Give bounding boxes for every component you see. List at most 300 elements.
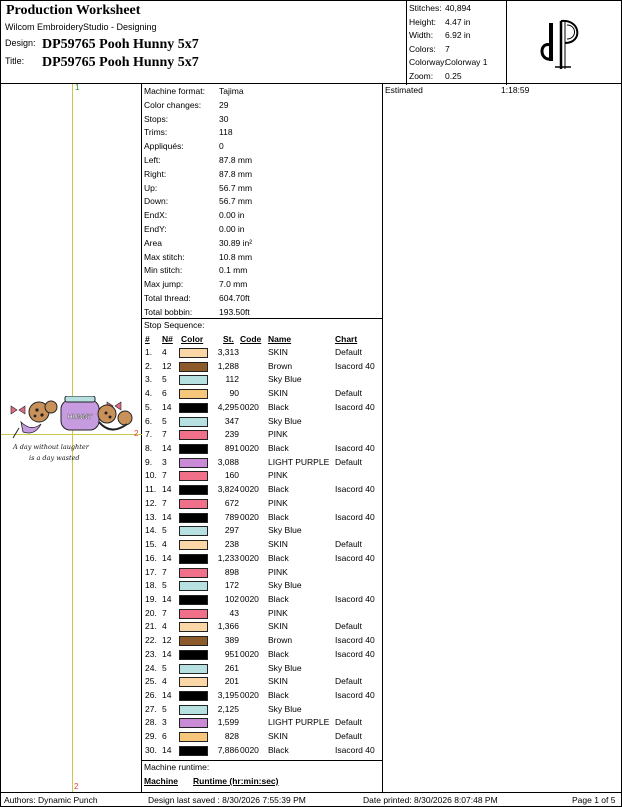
row-number: 11. xyxy=(145,484,157,495)
row-stitches: 3,313 xyxy=(217,347,239,357)
table-row xyxy=(142,512,382,526)
table-row xyxy=(142,347,382,361)
machine-info-value: 0 xyxy=(219,141,224,152)
row-color-name: Black xyxy=(268,690,289,700)
table-row xyxy=(142,594,382,608)
machine-info-value: 7.0 mm xyxy=(219,279,248,290)
stop-sequence-title: Stop Sequence: xyxy=(144,320,205,330)
color-swatch xyxy=(179,540,208,550)
machine-info-row xyxy=(144,169,382,183)
worksheet-header xyxy=(0,0,622,84)
row-needle: 12 xyxy=(162,635,172,646)
stat-width: Width: 6.92 in xyxy=(409,30,471,40)
row-number: 8. xyxy=(145,443,153,454)
color-swatch xyxy=(179,513,208,523)
row-color-name: PINK xyxy=(268,470,288,481)
title-label: Title: xyxy=(5,56,25,66)
row-needle: 5 xyxy=(162,415,167,426)
row-needle: 14 xyxy=(162,484,172,495)
row-needle: 14 xyxy=(162,511,172,522)
estimated-label: Estimated xyxy=(385,85,423,95)
row-color-name: Sky Blue xyxy=(268,415,302,426)
row-stitches: 347 xyxy=(224,415,239,426)
color-swatch xyxy=(179,485,208,495)
row-stitches: 789 xyxy=(224,511,239,522)
dp-logo xyxy=(507,1,622,85)
row-stitches: 160 xyxy=(224,470,239,481)
table-row xyxy=(142,429,382,443)
row-color-name: Black xyxy=(268,593,289,604)
page-title: Production Worksheet xyxy=(6,3,141,18)
row-needle: 5 xyxy=(162,580,167,591)
row-color-name: Black xyxy=(268,443,289,454)
row-chart: Isacord 40 xyxy=(335,593,375,604)
row-chart: Default xyxy=(335,347,362,357)
row-color-name: Black xyxy=(268,552,289,563)
machine-info-value: 604.70ft xyxy=(219,293,250,303)
software-subtitle: Wilcom EmbroideryStudio - Designing xyxy=(5,22,157,32)
color-swatch xyxy=(179,746,208,756)
machine-info-value: 87.8 mm xyxy=(219,168,253,179)
col-header-stitches: St. xyxy=(223,334,234,344)
col-header-code: Code xyxy=(240,334,262,344)
sign-line-1: A day without laughter xyxy=(13,443,89,451)
machine-info-key: Up: xyxy=(144,182,158,193)
row-code: 0020 xyxy=(240,401,259,412)
row-needle: 14 xyxy=(162,401,172,412)
color-swatch xyxy=(179,417,208,427)
machine-info-value: 0.1 mm xyxy=(219,265,248,276)
table-row xyxy=(142,470,382,484)
machine-info-value: 0.00 in xyxy=(219,210,245,221)
machine-info-row xyxy=(144,224,382,238)
table-row xyxy=(142,443,382,457)
table-row xyxy=(142,731,382,745)
row-needle: 5 xyxy=(162,703,167,714)
machine-info-value: 10.8 mm xyxy=(219,251,253,262)
stat-height: Height: 4.47 in xyxy=(409,16,471,27)
design-title: DP59765 Pooh Hunny 5x7 xyxy=(42,55,199,70)
row-number: 28. xyxy=(145,717,157,728)
machine-info-row xyxy=(144,252,382,266)
runtime-col-machine: Machine xyxy=(144,776,179,786)
row-chart: Isacord 40 xyxy=(335,744,375,755)
row-code: 0020 xyxy=(240,552,259,563)
color-swatch xyxy=(179,375,208,385)
row-number: 14. xyxy=(145,525,157,536)
machine-info-value: 193.50ft xyxy=(219,306,250,317)
table-row xyxy=(142,580,382,594)
machine-info-key: EndX: xyxy=(144,210,168,221)
row-color-name: SKIN xyxy=(268,347,288,357)
row-needle: 5 xyxy=(162,525,167,536)
row-stitches: 2,125 xyxy=(217,703,239,714)
divider xyxy=(142,318,383,319)
row-chart: Isacord 40 xyxy=(335,360,375,371)
row-stitches: 297 xyxy=(224,525,239,536)
table-row xyxy=(142,676,382,690)
embroidery-design-image xyxy=(7,396,139,480)
row-number: 21. xyxy=(145,621,157,632)
col-header-num: # xyxy=(145,334,150,344)
worksheet-footer xyxy=(0,792,622,807)
guide-marker-top: 1 xyxy=(75,83,80,92)
row-color-name: Black xyxy=(268,401,289,412)
color-swatch xyxy=(179,526,208,536)
row-stitches: 3,824 xyxy=(217,484,239,495)
row-stitches: 898 xyxy=(224,566,239,577)
color-swatch xyxy=(179,348,208,358)
row-needle: 7 xyxy=(162,470,167,481)
stat-colorway: Colorway: Colorway 1 xyxy=(409,57,488,67)
machine-info-value: 118 xyxy=(219,127,233,138)
row-color-name: PINK xyxy=(268,429,288,440)
machine-info-panel xyxy=(142,84,383,792)
runtime-title: Machine runtime: xyxy=(144,762,210,772)
row-chart: Default xyxy=(335,731,362,742)
machine-info-key: EndY: xyxy=(144,224,167,234)
row-needle: 5 xyxy=(162,374,167,385)
color-swatch xyxy=(179,622,208,632)
row-color-name: Brown xyxy=(268,360,293,371)
machine-info-value: Tajima xyxy=(219,86,244,96)
row-number: 22. xyxy=(145,635,157,646)
design-stats xyxy=(407,1,507,85)
col-header-chart: Chart xyxy=(335,334,358,344)
color-swatch xyxy=(179,581,208,591)
color-swatch xyxy=(179,471,208,481)
color-swatch xyxy=(179,430,208,440)
table-row xyxy=(142,717,382,731)
machine-info-value: 29 xyxy=(219,99,229,110)
footer-date-printed: Date printed: 8/30/2026 8:07:48 PM xyxy=(363,795,498,805)
row-color-name: Sky Blue xyxy=(268,580,302,591)
row-number: 16. xyxy=(145,552,157,563)
col-header-needle: N# xyxy=(162,334,173,344)
row-chart: Default xyxy=(335,621,362,632)
design-name: DP59765 Pooh Hunny 5x7 xyxy=(42,37,199,52)
machine-info-row xyxy=(144,279,382,293)
row-color-name: Sky Blue xyxy=(268,525,302,536)
row-needle: 14 xyxy=(162,443,172,454)
stat-stitches: Stitches: 40,894 xyxy=(409,3,471,13)
machine-info-key: Max stitch: xyxy=(144,251,185,262)
machine-info-key: Color changes: xyxy=(144,99,202,110)
row-number: 5. xyxy=(145,401,153,412)
row-number: 9. xyxy=(145,456,153,467)
machine-info-row xyxy=(144,265,382,279)
col-header-name: Name xyxy=(268,334,292,344)
machine-info-value: 30.89 in² xyxy=(219,237,253,248)
color-swatch xyxy=(179,389,208,399)
machine-info-row xyxy=(144,86,382,100)
color-swatch xyxy=(179,664,208,674)
table-row xyxy=(142,402,382,416)
row-chart: Isacord 40 xyxy=(335,511,375,522)
row-number: 26. xyxy=(145,690,157,700)
row-number: 17. xyxy=(145,566,157,577)
row-number: 12. xyxy=(145,497,157,508)
row-stitches: 1,366 xyxy=(217,621,239,632)
table-row xyxy=(142,704,382,718)
color-swatch xyxy=(179,636,208,646)
row-color-name: Black xyxy=(268,648,289,659)
footer-page-number: Page 1 of 5 xyxy=(572,795,616,805)
row-color-name: PINK xyxy=(268,566,288,577)
sign-line-2: is a day wasted xyxy=(29,454,80,462)
row-chart: Default xyxy=(335,539,362,550)
row-needle: 14 xyxy=(162,744,172,755)
row-needle: 7 xyxy=(162,497,167,508)
row-needle: 14 xyxy=(162,690,172,700)
stat-zoom: Zoom: 0.25 xyxy=(409,70,462,81)
row-number: 7. xyxy=(145,429,153,440)
machine-info-value: 87.8 mm xyxy=(219,155,253,165)
row-code: 0020 xyxy=(240,744,259,755)
row-needle: 3 xyxy=(162,456,167,467)
color-swatch xyxy=(179,650,208,660)
row-stitches: 1,233 xyxy=(217,552,239,563)
row-number: 3. xyxy=(145,374,153,385)
row-chart: Isacord 40 xyxy=(335,635,375,646)
row-chart: Default xyxy=(335,388,362,399)
row-number: 10. xyxy=(145,470,157,481)
row-number: 6. xyxy=(145,415,153,426)
row-color-name: PINK xyxy=(268,497,288,508)
row-stitches: 951 xyxy=(224,648,239,659)
row-stitches: 261 xyxy=(224,662,239,673)
row-number: 13. xyxy=(145,511,157,522)
machine-info-row xyxy=(144,293,382,307)
row-chart: Default xyxy=(335,717,362,728)
table-row xyxy=(142,621,382,635)
row-needle: 4 xyxy=(162,676,167,687)
row-color-name: Brown xyxy=(268,635,293,646)
color-swatch xyxy=(179,568,208,578)
row-stitches: 1,288 xyxy=(217,360,239,371)
row-number: 18. xyxy=(145,580,157,591)
color-swatch xyxy=(179,499,208,509)
machine-info-key: Appliqués: xyxy=(144,141,184,152)
row-code: 0020 xyxy=(240,648,259,659)
table-row xyxy=(142,553,382,567)
row-needle: 6 xyxy=(162,731,167,742)
row-needle: 7 xyxy=(162,607,167,618)
row-color-name: Black xyxy=(268,484,289,495)
machine-info-key: Total bobbin: xyxy=(144,306,193,317)
table-row xyxy=(142,374,382,388)
machine-info-key: Machine format: xyxy=(144,86,205,96)
row-chart: Default xyxy=(335,676,362,687)
machine-info-key: Area xyxy=(144,237,162,248)
row-color-name: SKIN xyxy=(268,539,288,550)
row-stitches: 43 xyxy=(229,607,239,618)
table-row xyxy=(142,539,382,553)
table-row xyxy=(142,498,382,512)
design-label: Design: xyxy=(5,38,36,48)
machine-info-value: 56.7 mm xyxy=(219,196,253,207)
worksheet-body xyxy=(0,84,622,792)
color-swatch xyxy=(179,458,208,468)
table-row xyxy=(142,388,382,402)
row-stitches: 112 xyxy=(225,374,239,385)
color-swatch xyxy=(179,403,208,413)
row-needle: 14 xyxy=(162,648,172,659)
runtime-col-runtime: Runtime (hr:min:sec) xyxy=(193,776,279,786)
table-row xyxy=(142,457,382,471)
color-swatch xyxy=(179,362,208,372)
guide-marker-bottom: 2 xyxy=(74,782,79,791)
color-swatch xyxy=(179,705,208,715)
color-swatch xyxy=(179,718,208,728)
row-color-name: SKIN xyxy=(268,676,288,687)
row-color-name: PINK xyxy=(268,607,288,618)
row-chart: Isacord 40 xyxy=(335,443,375,454)
row-color-name: LIGHT PURPLE xyxy=(268,456,330,467)
table-row xyxy=(142,635,382,649)
row-number: 2. xyxy=(145,360,153,371)
machine-info-row xyxy=(144,183,382,197)
row-needle: 14 xyxy=(162,593,172,604)
row-stitches: 238 xyxy=(224,539,239,550)
row-number: 19. xyxy=(145,593,157,604)
row-code: 0020 xyxy=(240,593,259,604)
row-stitches: 239 xyxy=(224,429,239,440)
row-stitches: 201 xyxy=(224,676,239,687)
machine-info-row xyxy=(144,114,382,128)
row-color-name: SKIN xyxy=(268,621,288,632)
row-number: 23. xyxy=(145,648,157,659)
machine-info-key: Right: xyxy=(144,168,167,179)
color-swatch xyxy=(179,444,208,454)
row-number: 30. xyxy=(145,744,157,755)
machine-info-key: Trims: xyxy=(144,127,168,138)
row-number: 1. xyxy=(145,347,153,357)
row-color-name: Sky Blue xyxy=(268,374,302,385)
col-header-color: Color xyxy=(181,334,204,344)
row-stitches: 4,295 xyxy=(217,401,239,412)
machine-info-row xyxy=(144,210,382,224)
row-chart: Isacord 40 xyxy=(335,552,375,563)
machine-info-row xyxy=(144,141,382,155)
table-row xyxy=(142,525,382,539)
row-chart: Isacord 40 xyxy=(335,690,375,700)
row-stitches: 102 xyxy=(224,593,239,604)
table-row xyxy=(142,690,382,704)
header-info xyxy=(1,1,407,85)
row-stitches: 828 xyxy=(224,731,239,742)
table-row xyxy=(142,745,382,759)
row-stitches: 672 xyxy=(224,497,239,508)
color-swatch xyxy=(179,595,208,605)
machine-info-key: Left: xyxy=(144,155,161,165)
row-number: 27. xyxy=(145,703,157,714)
row-number: 4. xyxy=(145,388,153,399)
row-chart: Isacord 40 xyxy=(335,484,375,495)
jar-label: HUNNY xyxy=(67,414,93,421)
machine-info-row xyxy=(144,100,382,114)
machine-info-key: Total thread: xyxy=(144,293,191,303)
row-color-name: Black xyxy=(268,511,289,522)
footer-last-saved: Design last saved : 8/30/2026 7:55:39 PM xyxy=(148,795,306,805)
stat-colors: Colors: 7 xyxy=(409,43,450,54)
color-swatch xyxy=(179,554,208,564)
row-code: 0020 xyxy=(240,690,259,700)
design-preview xyxy=(1,84,142,792)
table-row xyxy=(142,484,382,498)
color-swatch xyxy=(179,732,208,742)
table-row xyxy=(142,649,382,663)
estimated-runtime: 1:18:59 xyxy=(501,85,530,95)
table-row xyxy=(142,608,382,622)
color-swatch xyxy=(179,609,208,619)
table-row xyxy=(142,416,382,430)
table-row xyxy=(142,663,382,677)
row-needle: 4 xyxy=(162,539,167,550)
row-stitches: 172 xyxy=(224,580,239,591)
row-number: 20. xyxy=(145,607,157,618)
row-number: 24. xyxy=(145,662,157,673)
color-swatch xyxy=(179,691,208,701)
row-number: 15. xyxy=(145,539,157,550)
machine-info-row xyxy=(144,196,382,210)
row-needle: 6 xyxy=(162,388,167,399)
row-chart: Default xyxy=(335,456,362,467)
row-stitches: 3,088 xyxy=(217,456,239,467)
row-code: 0020 xyxy=(240,484,259,495)
row-chart: Isacord 40 xyxy=(335,648,375,659)
row-stitches: 389 xyxy=(224,635,239,646)
row-color-name: Sky Blue xyxy=(268,662,302,673)
row-needle: 7 xyxy=(162,429,167,440)
row-needle: 3 xyxy=(162,717,167,728)
machine-info-value: 0.00 in xyxy=(219,224,245,234)
color-swatch xyxy=(179,677,208,687)
machine-info-key: Max jump: xyxy=(144,279,184,290)
footer-authors: Authors: Dynamic Punch xyxy=(4,795,98,805)
table-row xyxy=(142,567,382,581)
machine-info-value: 30 xyxy=(219,113,229,124)
machine-info-value: 56.7 mm xyxy=(219,182,253,193)
row-needle: 7 xyxy=(162,566,167,577)
machine-info-key: Down: xyxy=(144,196,169,207)
machine-info-row xyxy=(144,127,382,141)
row-color-name: SKIN xyxy=(268,388,288,399)
row-color-name: Sky Blue xyxy=(268,703,302,714)
machine-info-key: Stops: xyxy=(144,113,169,124)
row-number: 29. xyxy=(145,731,157,742)
guide-marker-right: 2 xyxy=(134,429,139,438)
machine-info-row xyxy=(144,155,382,169)
row-number: 25. xyxy=(145,676,157,687)
row-needle: 4 xyxy=(162,621,167,632)
row-needle: 4 xyxy=(162,347,167,357)
row-color-name: Black xyxy=(268,744,289,755)
row-needle: 5 xyxy=(162,662,167,673)
row-stitches: 7,886 xyxy=(217,744,239,755)
row-code: 0020 xyxy=(240,443,259,454)
row-needle: 14 xyxy=(162,552,172,563)
row-needle: 12 xyxy=(162,360,172,371)
row-stitches: 1,599 xyxy=(217,717,239,728)
machine-info-row xyxy=(144,238,382,252)
row-stitches: 3,195 xyxy=(217,690,239,700)
row-code: 0020 xyxy=(240,511,259,522)
divider xyxy=(142,760,383,761)
row-color-name: LIGHT PURPLE xyxy=(268,717,330,728)
row-stitches: 891 xyxy=(224,443,239,454)
row-stitches: 90 xyxy=(229,388,239,399)
